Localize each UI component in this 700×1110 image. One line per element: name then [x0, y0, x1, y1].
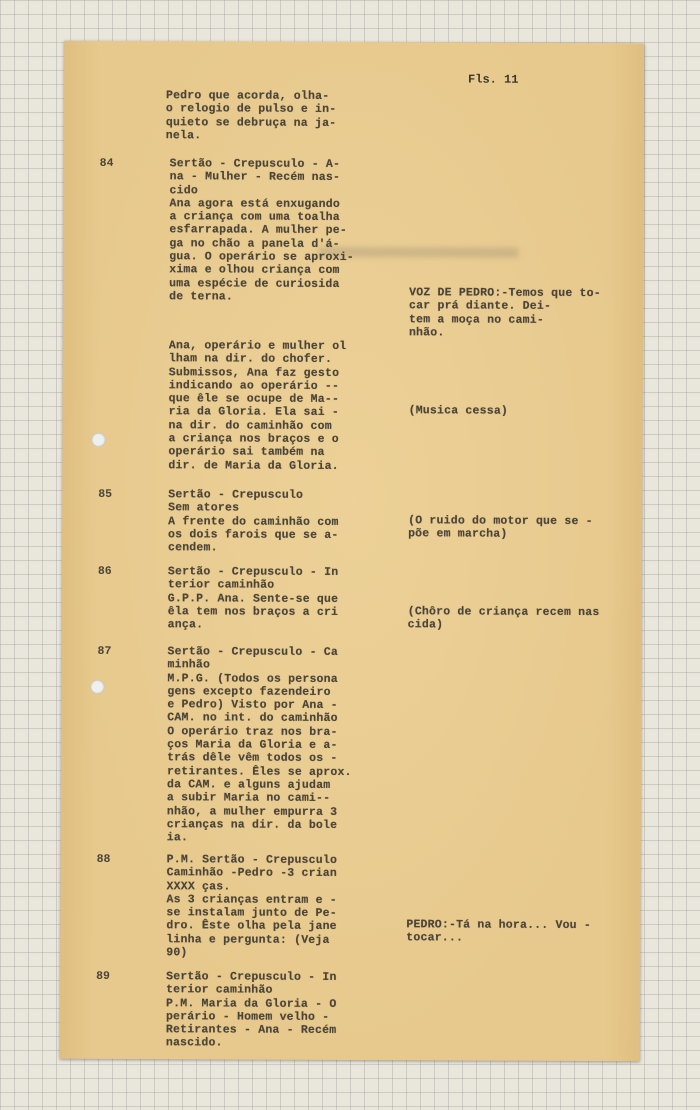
scene-description: Sertão - Crepusculo - In terior caminhão G.P.P. Ana. Sente-se que êla tem nos braços a cri ança.: [167, 565, 339, 632]
sound-note: (O ruido do motor que se - põe em marcha): [408, 514, 593, 541]
typescript-page: [60, 41, 644, 1062]
scene-number: 84: [99, 156, 114, 170]
scene-description: Ana, operário e mulher ol lham na dir. do chofer. Submissos, Ana faz gesto indicando ao operário -- que êle se ocupe de Ma-- ria da Gloria. Ela sai - na dir. do caminhão com a criança nos braços e o operário sai também na dir. de Maria da Gloria.: [168, 339, 347, 473]
punch-hole-bottom: [90, 680, 104, 694]
scene-description: Pedro que acorda, olha- o relogio de pulso e in- quieto se debruça na ja- nela.: [165, 89, 337, 143]
sound-note: (Musica cessa): [408, 404, 509, 418]
sound-note: PEDRO:-Tá na hora... Vou - tocar...: [406, 918, 592, 945]
scene-number: 87: [97, 644, 112, 658]
punch-hole-top: [91, 433, 105, 447]
scene-description: Sertão - Crepusculo Sem atores A frente do caminhão com os dois farois que se a- cendem.: [167, 488, 339, 555]
scene-description: Sertão - Crepusculo - A- na - Mulher - Recém nas- cido Ana agora está enxugando a criança com uma toalha esfarrapada. A mulher pe- ga no chão a panela d'á- gua. O operário se aproxi- xima e olhou criança com uma espécie de curiosida de terna.: [169, 157, 354, 304]
scene-number: 89: [96, 969, 110, 983]
page-folio-number: Fls. 11: [468, 72, 519, 87]
scene-number: 88: [96, 852, 111, 866]
sound-note: (Chôro de criança recem nas cida): [407, 605, 600, 632]
scene-description: P.M. Sertão - Crepusculo Caminhão -Pedro -3 crian XXXX ças. As 3 crianças entram e - se instalam junto de Pe- dro. Êste olha pela jane linha e pergunta: (Veja 90): [166, 853, 338, 960]
sound-note: VOZ DE PEDRO:-Temos que to- car prá diante. Dei- tem a moça no cami- nhão.: [408, 286, 601, 340]
scene-description: Sertão - Crepusculo - Ca minhão M.P.G. (Todos os persona gens excepto fazendeiro e Pedro) Visto por Ana - CAM. no int. do caminhão O operário traz nos bra- ços Maria da Gloria e a- trás dêle vêm todos os - retirantes. Êles se aprox. da CAM. e alguns ajudam a subir Maria no cami-- nhão, a mulher empurra 3 crianças na dir. da bole ia.: [166, 645, 352, 845]
scene-number: 86: [97, 564, 112, 578]
scene-description: Sertão - Crepusculo - In terior caminhão P.M. Maria da Gloria - O perário - Homem velho - Retirantes - Ana - Recém nascido.: [165, 970, 337, 1050]
scene-number: 85: [98, 487, 113, 501]
